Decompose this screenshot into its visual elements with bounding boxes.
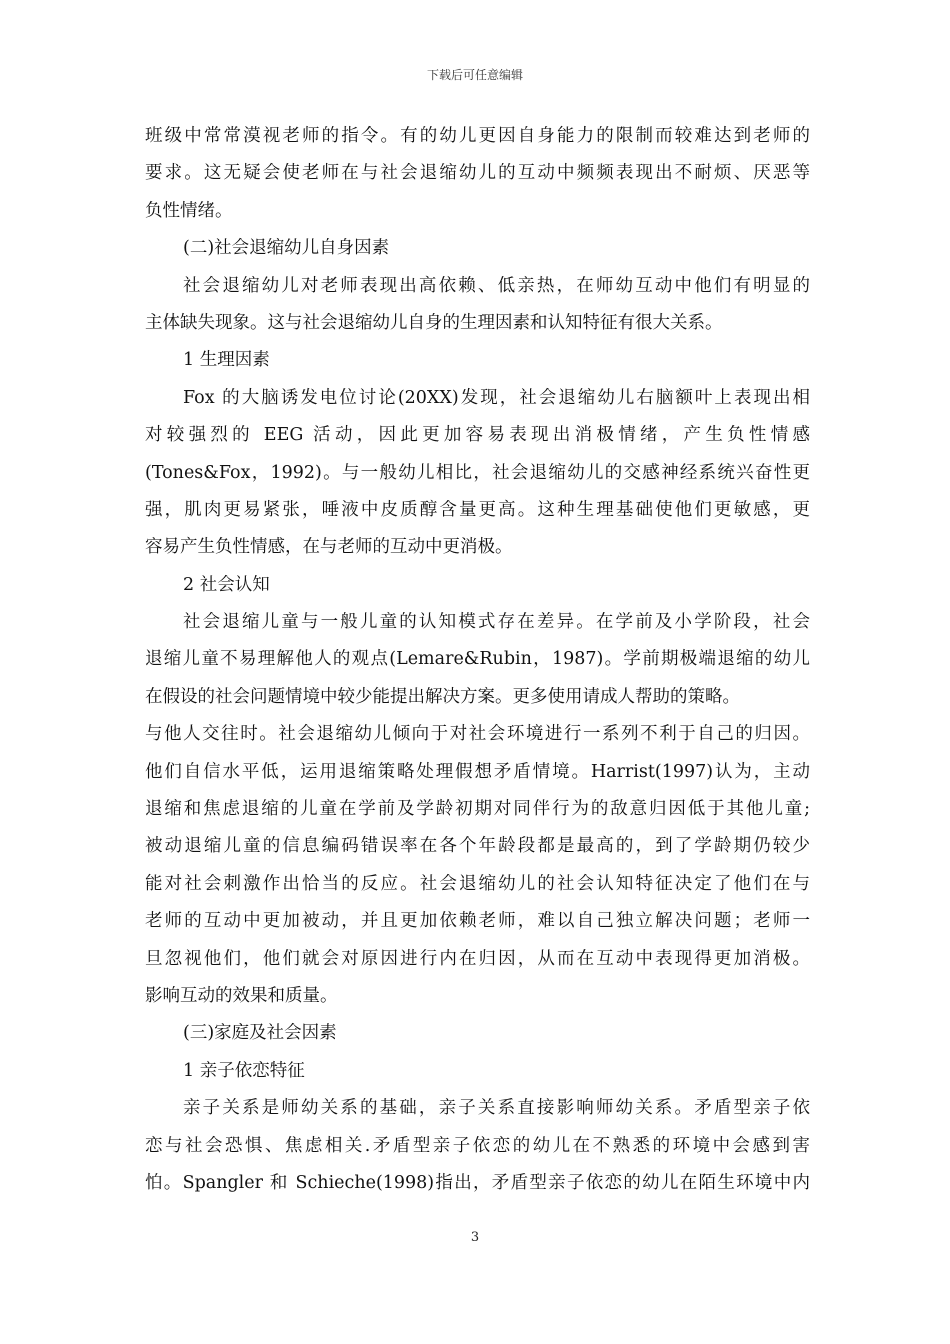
- text-line: 强，肌肉更易紧张，唾液中皮质醇含量更高。这种生理基础使他们更敏感，更: [145, 499, 810, 520]
- page-header: 下载后可任意编辑: [426, 68, 523, 82]
- text-line: 老师的互动中更加被动，并且更加依赖老师，难以自己独立解决问题；老师一: [145, 911, 810, 932]
- text-line: 班级中常常漠视老师的指令。有的幼儿更因自身能力的限制而较难达到老师的: [145, 126, 810, 146]
- page-number: 3: [470, 1230, 480, 1245]
- subsection-heading: 2 社会认知: [183, 574, 270, 595]
- text-line: 对较强烈的 EEG 活动，因此更加容易表现出消极情绪，产生负性情感: [145, 425, 810, 446]
- subsection-heading: 1 亲子依恋特征: [183, 1060, 305, 1081]
- text-line: 主体缺失现象。这与社会退缩幼儿自身的生理因素和认知特征有很大关系。: [145, 312, 723, 333]
- text-line: 退缩和焦虑退缩的儿童在学前及学龄初期对同伴行为的敌意归因低于其他儿童;: [145, 799, 810, 820]
- paragraph-first-line: 社会退缩幼儿对老师表现出高依赖、低亲热，在师幼互动中他们有明显的: [183, 275, 810, 296]
- text-line: 他们自信水平低，运用退缩策略处理假想矛盾情境。Harrist(1997)认为，主动: [145, 761, 810, 782]
- text-line: 能对社会刺激作出恰当的反应。社会退缩幼儿的社会认知特征决定了他们在与: [145, 873, 810, 894]
- subsection-heading: 1 生理因素: [183, 350, 270, 371]
- text-line: 与他人交往时。社会退缩幼儿倾向于对社会环境进行一系列不利于自己的归因。: [145, 724, 810, 745]
- text-line: 怕。Spangler 和 Schieche(1998)指出，矛盾型亲子依恋的幼儿在陌生环境中内: [145, 1172, 810, 1193]
- section-heading: (三)家庭及社会因素: [183, 1023, 337, 1044]
- text-line: 在假设的社会问题情境中较少能提出解决方案。更多使用请成人帮助的策略。: [145, 686, 740, 707]
- text-line: 负性情绪。: [145, 200, 233, 221]
- text-line: 被动退缩儿童的信息编码错误率在各个年龄段都是最高的，到了学龄期仍较少: [145, 836, 810, 857]
- text-line: (Tones&Fox，1992)。与一般幼儿相比，社会退缩幼儿的交感神经系统兴奋性更: [145, 462, 810, 483]
- document-body: [145, 118, 810, 1202]
- text-line: 容易产生负性情感，在与老师的互动中更消极。: [145, 537, 513, 558]
- paragraph-first-line: 亲子关系是师幼关系的基础，亲子关系直接影响师幼关系。矛盾型亲子依: [183, 1098, 810, 1119]
- text-line: 恋与社会恐惧、焦虑相关.矛盾型亲子依恋的幼儿在不熟悉的环境中会感到害: [145, 1135, 810, 1156]
- section-heading: (二)社会退缩幼儿自身因素: [183, 238, 390, 259]
- text-line: 退缩儿童不易理解他人的观点(Lemare&Rubin，1987)。学前期极端退缩的幼儿: [145, 649, 810, 670]
- paragraph-first-line: 社会退缩儿童与一般儿童的认知模式存在差异。在学前及小学阶段，社会: [183, 612, 810, 633]
- text-line: 旦忽视他们，他们就会对原因进行内在归因，从而在互动中表现得更加消极。: [145, 948, 810, 969]
- text-line: 影响互动的效果和质量。: [145, 985, 338, 1006]
- text-line: 要求。这无疑会使老师在与社会退缩幼儿的互动中频频表现出不耐烦、厌恶等: [145, 163, 810, 184]
- paragraph-first-line: Fox 的大脑诱发电位讨论(20XX)发现，社会退缩幼儿右脑额叶上表现出相: [183, 387, 810, 408]
